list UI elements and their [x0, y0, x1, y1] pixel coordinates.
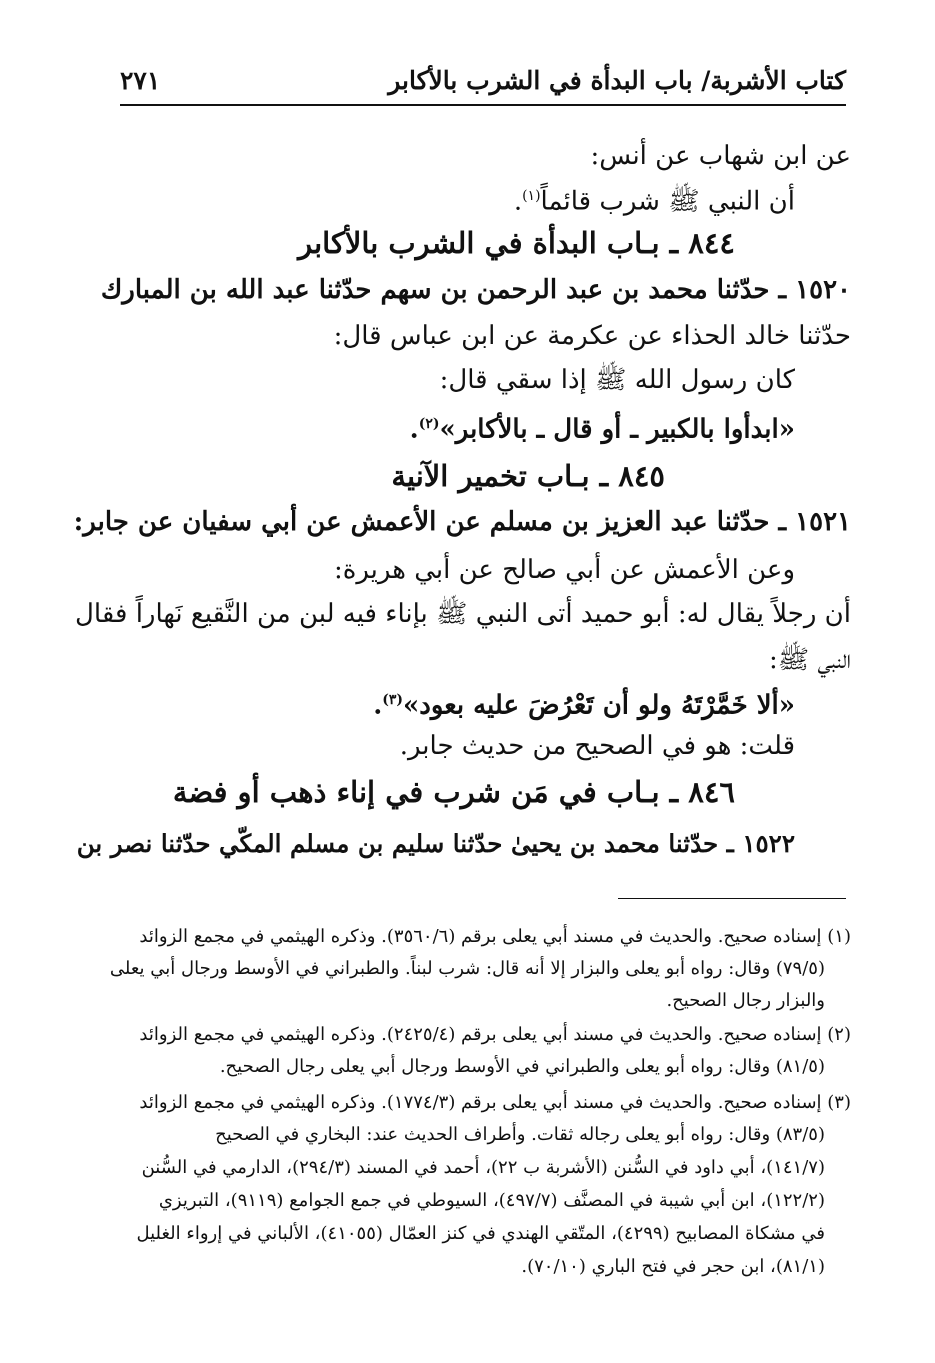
footnote-line: في مشكاة المصابيح (٤٢٩٩)، المتّقي الهندي في كنز العمّال (٤١٠٥٥)، الألباني في إرواء الغليل [136, 1223, 825, 1244]
text-line: وعن الأعمش عن أبي صالح عن أبي هريرة: [333, 555, 795, 585]
text-line: النبي ﷺ: [769, 645, 851, 675]
footnote-marker: (١) [522, 188, 541, 204]
footnote-line: والبزار رجال الصحيح. [666, 990, 825, 1011]
footnote-line: (٣) إسناده صحيح. والحديث في مسند أبي يعلى برقم (١٧٧٤/٣). وذكره الهيثمي في مجمع الزوائد [139, 1092, 851, 1113]
hadith-start: ١٥٢٠ ـ حدّثنا محمد بن عبد الرحمن بن سهم حدّثنا عبد الله بن المبارك [100, 275, 851, 305]
text-line: أن النبي ﷺ شرب قائماً$^{(١)}$. [513, 186, 795, 217]
chapter-heading: ٨٤٤ ـ بـاب البدأة في الشرب بالأكابر [298, 226, 735, 260]
footnote-line: (٢) إسناده صحيح. والحديث في مسند أبي يعلى برقم (٢٤٢٥/٤). وذكره الهيثمي في مجمع الزوائد [139, 1024, 851, 1045]
footnote-line: (٨٣/٥) وقال: رواه أبو يعلى رجاله ثقات. وأطراف الحديث عند: البخاري في الصحيح [215, 1124, 825, 1145]
text-line: عن ابن شهاب عن أنس: [590, 141, 851, 171]
chapter-heading: ٨٤٥ ـ بـاب تخمير الآنية [391, 459, 665, 493]
hadith-start: ١٥٢١ ـ حدّثنا عبد العزيز بن مسلم عن الأعمش عن أبي سفيان عن جابر: [73, 507, 851, 537]
running-header [120, 60, 846, 106]
footnote-line: (١٤١/٧)، أبي داود في السُّنن (الأشربة ب ٢٢)، أحمد في المسند (٢٩٤/٣)، الدارمي في السُّنن [141, 1157, 825, 1178]
footnote-line: (٨١/١)، ابن حجر في فتح الباري (٧٠/١٠). [521, 1256, 825, 1277]
text-line: قلت: هو في الصحيح من حديث جابر. [399, 731, 795, 761]
header-title: كتاب الأشربة/ باب البدأة في الشرب بالأكابر [388, 66, 846, 95]
footnote-line: (٧٩/٥) وقال: رواه أبو يعلى والبزار إلا أنه قال: شرب لبناً. والطبراني في الأوسط ورجال أبي يعلى [109, 958, 825, 979]
footnote-marker: (٣) [382, 692, 404, 708]
page-number: ٢٧١ [120, 66, 161, 95]
quote-line: «ابدأوا بالكبير ـ أو قال ـ بالأكابر»$^{(٢)}$. [409, 414, 795, 445]
footnote-line: (١٢٢/٢)، ابن أبي شيبة في المصنَّف (٤٩٧/٧)، السيوطي في جمع الجوامع (٩١١٩)، التبريزي [158, 1190, 825, 1211]
hadith-start: ١٥٢٢ ـ حدّثنا محمد بن يحيىٰ حدّثنا سليم بن مسلم المكّي حدّثنا نصر بن [76, 829, 795, 858]
footnote-line: (٨١/٥) وقال: رواه أبو يعلى والطبراني في الأوسط ورجال أبي يعلى رجال الصحيح. [219, 1056, 825, 1077]
header-rule [120, 104, 846, 106]
text-line: كان رسول الله ﷺ إذا سقي قال: [439, 365, 795, 395]
footnote-marker: (٢) [418, 416, 440, 432]
footnote-line: (١) إسناده صحيح. والحديث في مسند أبي يعلى برقم (٣٥٦٠/٦). وذكره الهيثمي في مجمع الزوائد [139, 926, 851, 947]
chapter-heading: ٨٤٦ ـ بـاب في مَن شرب في إناء ذهب أو فضة [172, 775, 735, 809]
quote-line: «ألا خَمَّرْتَهُ ولو أن تَعْرُضَ عليه بعود»$^{(٣)}$. [373, 690, 795, 721]
footnote-separator [618, 898, 846, 899]
text-line: أن رجلاً يقال له: أبو حميد أتى النبي ﷺ بإناء فيه لبن من النَّقيع نَهاراً فقال [75, 599, 851, 629]
text-line: حدّثنا خالد الحذاء عن عكرمة عن ابن عباس قال: [333, 321, 851, 351]
